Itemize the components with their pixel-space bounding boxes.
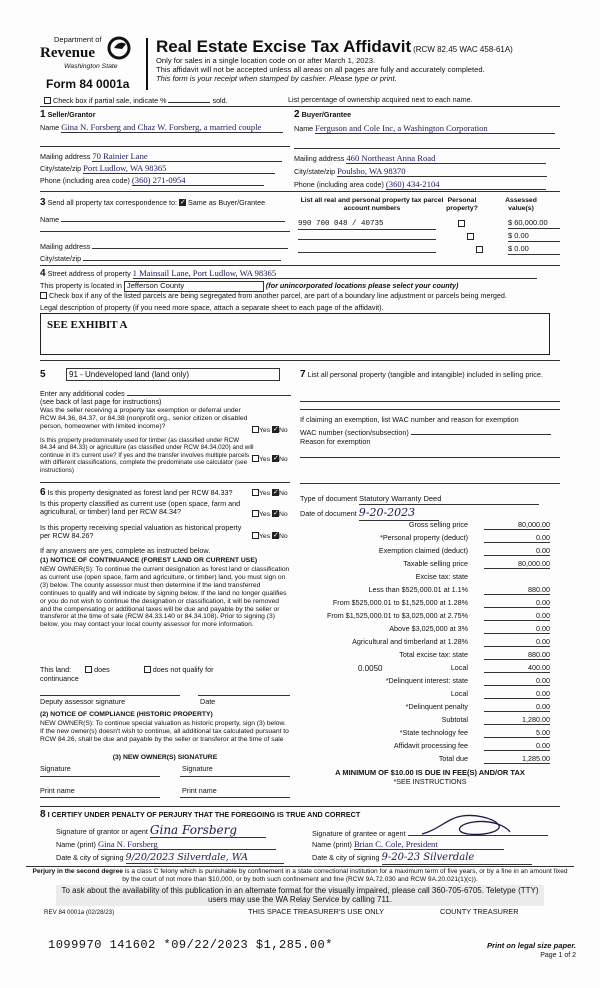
wac-field[interactable] (411, 428, 551, 435)
buyer-name-label: Name (294, 123, 314, 133)
buyer-mail-field[interactable]: 460 Northeast Anna Road (346, 153, 546, 164)
notice-continuance-heading: (1) NOTICE OF CONTINUANCE (FOREST LAND OR CURRENT USE) (40, 557, 258, 564)
seller-mail-field[interactable]: 70 Rainier Lane (92, 151, 282, 162)
see-instructions-note: *SEE INSTRUCTIONS (393, 777, 467, 786)
calc-value[interactable]: 0.00 (484, 638, 550, 647)
parcel-number[interactable] (298, 232, 436, 240)
rule (300, 409, 560, 410)
calc-label: Local (450, 689, 468, 698)
seller-city-row (40, 163, 275, 174)
buyer-heading: 2 Buyer/Grantee (294, 109, 352, 120)
parcel-row (298, 219, 436, 230)
yes-label: Yes (259, 511, 271, 518)
seller-phone-field[interactable]: (360) 271-0954 (132, 175, 264, 186)
rule (180, 776, 290, 777)
seller-mail-label: Mailing address (40, 152, 91, 161)
calc-row (298, 664, 560, 676)
calc-label: Taxable selling price (403, 559, 468, 568)
reason-label: Reason for exemption (300, 437, 371, 446)
buyer-mail-label: Mailing address (294, 154, 345, 163)
calc-value[interactable]: 80,000.00 (484, 560, 550, 569)
yes-label: Yes (259, 490, 271, 497)
buyer-phone-label: Phone (including area code) (294, 180, 384, 189)
legal-desc-label: Legal description of property (if you need more space, attach a separate sheet to each page of the affidavit). (40, 303, 384, 312)
correspondence-row: 3 Send all property tax correspondence to: ✓ Same as Buyer/Grantee (40, 197, 265, 209)
rule (40, 776, 160, 777)
deputy-date-label: Date (200, 697, 216, 706)
sec3-name-field[interactable] (61, 214, 285, 222)
calc-value[interactable]: 0.00 (484, 703, 550, 712)
forest-yes-no (252, 489, 288, 498)
calc-value[interactable]: 880.00 (484, 586, 550, 595)
grantor-name-field[interactable]: Gina N. Forsberg (98, 839, 276, 850)
forest-land-question: 6 Is this property designated as forest land per RCW 84.33? (40, 487, 233, 498)
rule (40, 106, 560, 107)
header-sub-3: This form is your receipt when stamped by cashier. Please type or print. (156, 74, 397, 83)
buyer-phone-row (294, 179, 546, 190)
buyer-city-label: City/state/zip (294, 167, 336, 176)
grantee-date-label: Date & city of signing (312, 853, 380, 862)
calc-row (298, 573, 560, 585)
parcel-row (298, 232, 436, 242)
rule (300, 457, 560, 458)
grantor-date-field[interactable]: 9/20/2023 Silverdale, WA (126, 852, 284, 864)
calc-label: Local (450, 663, 468, 672)
assessed-value[interactable]: $ 0.00 (508, 232, 560, 242)
rule (40, 806, 560, 807)
calc-label: Subtotal (441, 715, 468, 724)
buyer-phone-field[interactable]: (360) 434-2104 (386, 179, 546, 190)
timber-question (40, 437, 254, 474)
sec5-number: 5 (40, 369, 46, 380)
assessed-value[interactable]: $ 0.00 (508, 245, 560, 255)
form-rcw: (RCW 82.45 WAC 458-61A) (413, 45, 513, 54)
sec3-mail-field[interactable] (92, 241, 288, 249)
accessibility-notice: To ask about the availability of this publication in an alternate format for the visually impaired, please call 360-705-6705. Teletype (TTY) users may use the WA Relay Service by calling 711. (56, 885, 544, 906)
calc-row (298, 586, 560, 598)
seller-heading: 1 Seller/Grantor (40, 109, 96, 120)
exemption-question (40, 407, 254, 431)
historic-yes-no (252, 532, 288, 541)
calc-row (298, 547, 560, 559)
calc-row (298, 599, 560, 611)
sec3-mail-row (40, 241, 288, 251)
grantee-signature-mark (418, 810, 514, 840)
calc-value[interactable]: 0.00 (484, 547, 550, 556)
dor-logo-icon (106, 36, 132, 60)
calc-row (298, 612, 560, 624)
current-use-yes-checkbox[interactable] (252, 510, 259, 517)
located-label: This property is located in (40, 281, 122, 290)
yes-label: Yes (259, 427, 271, 434)
calc-row (298, 638, 560, 650)
calc-label: Agricultural and timberland at 1.28% (352, 637, 468, 646)
seller-phone-label: Phone (including area code) (40, 176, 130, 185)
buyer-city-row (294, 166, 547, 177)
parcel-number[interactable] (298, 220, 436, 230)
calc-row (298, 651, 560, 663)
does-checkbox[interactable] (85, 666, 92, 673)
buyer-name-row (294, 123, 560, 134)
sec3-city-field[interactable] (83, 253, 281, 261)
assessed-value-heading: Assessed value(s) (505, 197, 537, 213)
personal-property-checkbox[interactable] (467, 233, 474, 240)
calc-label: *State technology fee (399, 728, 468, 737)
county-select[interactable]: Jefferson County (124, 281, 264, 292)
calc-value[interactable]: 0.00 (484, 534, 550, 543)
doc-date-label: Date of document (300, 509, 357, 518)
seller-heading-text: Seller/Grantor (47, 110, 96, 119)
no-label: No (278, 533, 288, 540)
seller-city-label: City/state/zip (40, 164, 82, 173)
calc-value[interactable]: 0.00 (484, 625, 550, 634)
parcel-list-heading: List all real and personal property tax parcel account numbers (300, 197, 444, 213)
parcel-number[interactable] (298, 245, 436, 253)
calc-label: Gross selling price (408, 520, 468, 529)
personal-property-checkbox[interactable] (458, 220, 465, 227)
owner-print-name-label: Print name (40, 786, 75, 795)
certify-text: I CERTIFY UNDER PENALTY OF PERJURY THAT THE FOREGOING IS TRUE AND CORRECT (47, 810, 361, 819)
rule (40, 191, 560, 192)
exemption-yes-no (252, 426, 288, 435)
grantor-date-label: Date & city of signing (56, 853, 124, 862)
calc-label: Affidavit processing fee (393, 741, 468, 750)
header-sub-2: This affidavit will not be accepted unless all areas on all pages are fully and accurately completed. (156, 65, 485, 74)
if-any-yes-note: If any answers are yes, complete as instructed below. (40, 546, 211, 555)
buyer-city-field[interactable]: Poulsbo, WA 98370 (337, 166, 547, 177)
calc-value[interactable]: 0.00 (484, 690, 550, 699)
perjury-text: is a class C felony which is punishable by confinement in a state correctional institution for a maximum term of five years, or by a fine in an amount fixed by the court of not more than $10,000, or by both such confinement and fine (RCW 9A.72.030 and RCW 9A.20.021(1)(c)). (122, 868, 568, 883)
grantor-signature-field[interactable]: Gina Forsberg (150, 823, 266, 838)
no-label: No (278, 490, 288, 497)
exemption-question-text: Was the seller receiving a property tax exemption or deferral under RCW 84.36, 84.37, or 84.38 (nonprofit org., senior citizen or disabled person, homeowner with limited income)? (40, 407, 248, 431)
grantee-signature-label: Signature of grantee or agent (312, 829, 406, 838)
dor-revenue-text: Revenue (40, 45, 95, 61)
street-address-field[interactable]: 1 Mainsail Lane, Port Ludlow, WA 98365 (133, 268, 537, 279)
additional-codes-label: Enter any additional codes (40, 389, 125, 398)
calc-value[interactable]: 1,280.00 (484, 716, 550, 725)
additional-codes-field[interactable] (127, 389, 291, 396)
header-divider (146, 38, 148, 90)
calc-row (298, 716, 560, 728)
calc-value[interactable]: 400.00 (484, 664, 550, 673)
calc-row (298, 677, 560, 689)
calc-row (298, 690, 560, 702)
correspondence-label: Send all property tax correspondence to: (47, 198, 178, 207)
timber-no-checkbox[interactable] (272, 455, 279, 462)
buyer-mail-row (294, 153, 546, 164)
parcel-number-text: 990 700 048 / 40735 (298, 220, 384, 228)
does-not-label: does not qualify for (152, 665, 214, 674)
rule (180, 797, 290, 798)
seller-mail-row (40, 151, 282, 162)
certify-heading: 8 I CERTIFY UNDER PENALTY OF PERJURY THAT THE FOREGOING IS TRUE AND CORRECT (40, 809, 361, 820)
rule (294, 148, 560, 149)
minimum-due-note: A MINIMUM OF $10.00 IS DUE IN FEE(S) AND/OR TAX (335, 768, 525, 777)
calc-label: Exemption claimed (deduct) (378, 546, 468, 555)
same-as-buyer-checkbox[interactable] (179, 199, 186, 206)
perjury-bold: Perjury in the second degree (32, 868, 123, 875)
notice-continuance-body: NEW OWNER(S): To continue the current designation as forest land or classification as current use (open space, farm and agriculture, or timber) land, you must sign on (3) below. The county assessor must then determine if the land transferred continues to qualify and will indicate by signing below. If the land no longer qualifies or you do not wish to continue the designation or classification, it will be removed and the compensating or additional taxes will be due and payable by the seller or transferor at the time of sale (RCW 84.33.140 or 84.34.108). Prior to signing (3) below, you may contact your local county assessor for more information. (40, 566, 290, 629)
ownership-note: List percentage of ownership acquired next to each name. (288, 95, 473, 104)
grantee-name-row (312, 839, 504, 850)
historic-question: Is this property receiving special valuation as historical property per RCW 84.26? (40, 523, 242, 541)
forest-yes-checkbox[interactable] (252, 489, 259, 496)
partial-sale-label: Check box if partial sale, indicate % (53, 96, 167, 105)
timber-yes-checkbox[interactable] (252, 455, 259, 462)
rule (40, 146, 290, 147)
segregated-checkbox[interactable] (40, 292, 47, 299)
sec3-city-label: City/state/zip (40, 254, 82, 263)
seller-phone-row (40, 175, 264, 186)
rule (40, 797, 160, 798)
parcel-row (298, 245, 436, 255)
timber-yes-no (252, 455, 288, 464)
calc-label: From $525,000.01 to $1,525,000 at 1.28% (332, 598, 468, 607)
calc-row (298, 625, 560, 637)
owner-print-name-label-2: Print name (182, 786, 217, 795)
owner-signature-label: Signature (40, 764, 71, 773)
calc-value[interactable]: 0.00 (484, 742, 550, 751)
current-use-no-checkbox[interactable] (272, 510, 279, 517)
sec3-city-row (40, 253, 281, 263)
segregated-row (40, 292, 507, 300)
legal-paper-note: Print on legal size paper. (486, 941, 576, 950)
calc-value[interactable]: 0.00 (484, 612, 550, 621)
seller-city-field[interactable]: Port Ludlow, WA 98365 (83, 163, 275, 174)
notice-compliance-body: NEW OWNER(S): To continue special valuation as historic property, sign (3) below. If the new owner(s) doesn't wish to continue, all additional tax calculated pursuant to RCW 84.26, shall be due and payable by the seller or transferor at the time of sale (40, 720, 289, 743)
yes-label: Yes (259, 533, 271, 540)
calc-label: *Delinquent penalty (405, 702, 468, 711)
exemption-yes-checkbox[interactable] (252, 426, 259, 433)
does-label: does (94, 665, 110, 674)
no-label: No (278, 511, 288, 518)
rule (26, 866, 574, 867)
yes-label: Yes (259, 456, 271, 463)
doc-date-row (300, 507, 439, 521)
seller-section (40, 109, 290, 133)
calc-label: *Personal property (deduct) (380, 533, 468, 542)
county-treasurer-label: COUNTY TREASURER (440, 907, 519, 916)
partial-sale-checkbox[interactable] (44, 97, 51, 104)
dor-dept-text: Department of (54, 35, 102, 44)
same-as-buyer-label: Same as Buyer/Grantee (188, 198, 266, 207)
form-title (156, 37, 513, 57)
owner-signature-label-2: Signature (182, 764, 213, 773)
calc-label: Less than $525,000.01 at 1.1% (368, 585, 468, 594)
page-number: Page 1 of 2 (540, 952, 576, 959)
sec7-heading: List all personal property (tangible and intangible) included in selling price. (307, 370, 543, 379)
rule (40, 695, 180, 696)
grantor-name-label: Name (print) (56, 840, 96, 849)
no-label: No (278, 427, 288, 434)
doc-type-label: Type of document (300, 494, 358, 503)
calc-label: Total excise tax: state (399, 650, 468, 659)
header-sub-1: Only for sales in a single location code on or after March 1, 2023. (156, 56, 376, 65)
calc-row (298, 521, 560, 533)
calc-row (298, 703, 560, 715)
legal-description-box[interactable] (40, 313, 550, 355)
grantor-signature-label: Signature of grantor or agent (56, 827, 148, 836)
seller-name-row (40, 122, 290, 133)
seller-name-field[interactable]: Gina N. Forsberg and Chaz W. Forsberg, a married couple (61, 122, 283, 133)
calc-value[interactable]: 80,000.00 (484, 521, 550, 530)
forest-no-checkbox[interactable] (272, 489, 279, 496)
rule (300, 401, 560, 402)
wac-label: WAC number (section/subsection) (300, 428, 409, 437)
timber-question-text: Is this property predominately used for timber (as classified under RCW 84.34 and 84.33) or agriculture (as classified under RCW 84.34.020) and will continue in it's current use? If yes and the transfer involves multiple parcels with different classifications, complete the predominate use calculator (see instructions) (40, 437, 254, 474)
current-use-yes-no (252, 510, 288, 519)
calc-label: *Delinquent interest: state (385, 676, 468, 685)
personal-property-list: 7 List all personal property (tangible and intangible) included in selling price. (300, 369, 543, 380)
cashier-stamp: 1099970 141602 *09/22/2023 $1,285.00* (48, 938, 333, 952)
this-land-label: This land: (40, 665, 72, 674)
doc-type-row (300, 495, 539, 505)
calc-row (298, 755, 560, 767)
no-label: No (278, 456, 288, 463)
revision-label: REV 84 0001a (02/28/23) (44, 909, 115, 916)
calc-row (298, 729, 560, 741)
rule (40, 231, 290, 232)
calc-label: Excise tax: state (415, 572, 468, 581)
perjury-notice (30, 868, 570, 884)
partial-sale-row (44, 96, 228, 105)
local-rate: 0.0050 (358, 664, 383, 673)
calc-label: From $1,525,000.01 to $3,025,000 at 2.75% (326, 611, 468, 620)
new-owner-signature-heading: (3) NEW OWNER(S) SIGNATURE (112, 754, 218, 761)
rule (198, 695, 290, 696)
calc-value[interactable]: 1,285.00 (484, 755, 550, 764)
county-note: (for unincorporated locations please select your county) (265, 281, 459, 290)
segregated-label: Check box if any of the listed parcels are being segregated from another parcel, are part of a boundary line adjustment or parcels being merged. (49, 291, 507, 300)
form-title-text: Real Estate Excise Tax Affidavit (156, 37, 412, 56)
sec3-mail-label: Mailing address (40, 242, 91, 251)
doc-type-field[interactable]: Statutory Warranty Deed (359, 495, 539, 505)
current-use-question: Is this property classified as current use (open space, farm and agricultural, or timber) land per RCW 84.34? (40, 499, 241, 517)
doc-date-field[interactable]: 9-20-2023 (359, 507, 439, 521)
rule (40, 265, 560, 266)
buyer-name-field[interactable]: Ferguson and Cole Inc, a Washington Corporation (315, 123, 555, 134)
continuance-label: continuance (40, 674, 79, 683)
form-number: Form 84 0001a (46, 77, 130, 91)
calc-value[interactable]: 0.00 (484, 599, 550, 608)
rule (40, 482, 290, 483)
grantor-date-row (56, 852, 284, 864)
street-address-label: Street address of property (47, 269, 131, 278)
notice-compliance-heading: (2) NOTICE OF COMPLIANCE (HISTORIC PROPERTY) (40, 711, 213, 718)
calc-row (298, 742, 560, 754)
partial-sale-sold: sold. (212, 96, 228, 105)
see-back-note: (see back of last page for instructions) (40, 397, 162, 406)
does-not-checkbox[interactable] (144, 666, 151, 673)
treasurer-only-label: THIS SPACE TREASURER'S USE ONLY (248, 907, 385, 916)
historic-no-checkbox[interactable] (272, 532, 279, 539)
seller-name-label: Name (40, 122, 60, 132)
calc-row (298, 534, 560, 546)
calc-label: Above $3,025,000 at 3% (389, 624, 468, 633)
grantee-date-field[interactable]: 9-20-23 Silverdale (382, 852, 532, 865)
dor-state-text: Washington State (64, 63, 118, 70)
grantor-name-row (56, 839, 276, 850)
calc-label: Total due (438, 754, 468, 763)
legal-description-text: SEE EXHIBIT A (47, 319, 128, 331)
sec3-name-label: Name (40, 215, 60, 224)
buyer-heading-text: Buyer/Grantee (301, 110, 352, 119)
grantor-signature-row (56, 823, 266, 838)
deputy-signature-label: Deputy assessor signature (40, 697, 126, 706)
buyer-section (294, 109, 560, 134)
street-address-row: 4 Street address of property 1 Mainsail Lane, Port Ludlow, WA 98365 (40, 268, 537, 280)
forest-question-text: Is this property designated as forest land per RCW 84.33? (47, 488, 233, 497)
personal-property-heading: Personal property? (446, 197, 478, 213)
calc-value[interactable]: 5.00 (484, 729, 550, 738)
calc-row (298, 560, 560, 572)
land-use-select[interactable]: 91 - Undeveloped land (land only) (66, 368, 280, 381)
partial-sale-percent[interactable] (168, 96, 210, 103)
exemption-wac-note: If claiming an exemption, list WAC number and reason for exemption (300, 415, 519, 424)
grantee-name-field[interactable]: Brian C. Cole, President (354, 839, 504, 850)
calc-value[interactable]: 0.00 (484, 677, 550, 686)
sec3-name-row (40, 214, 285, 224)
rule (40, 360, 560, 361)
historic-yes-checkbox[interactable] (252, 532, 259, 539)
rule (300, 483, 560, 484)
exemption-no-checkbox[interactable] (272, 426, 279, 433)
personal-property-checkbox[interactable] (476, 246, 483, 253)
grantee-date-row (312, 852, 532, 865)
calc-value[interactable]: 880.00 (484, 651, 550, 660)
assessed-value[interactable]: $ 60,000.00 (508, 219, 560, 229)
grantee-name-label: Name (print) (312, 840, 352, 849)
